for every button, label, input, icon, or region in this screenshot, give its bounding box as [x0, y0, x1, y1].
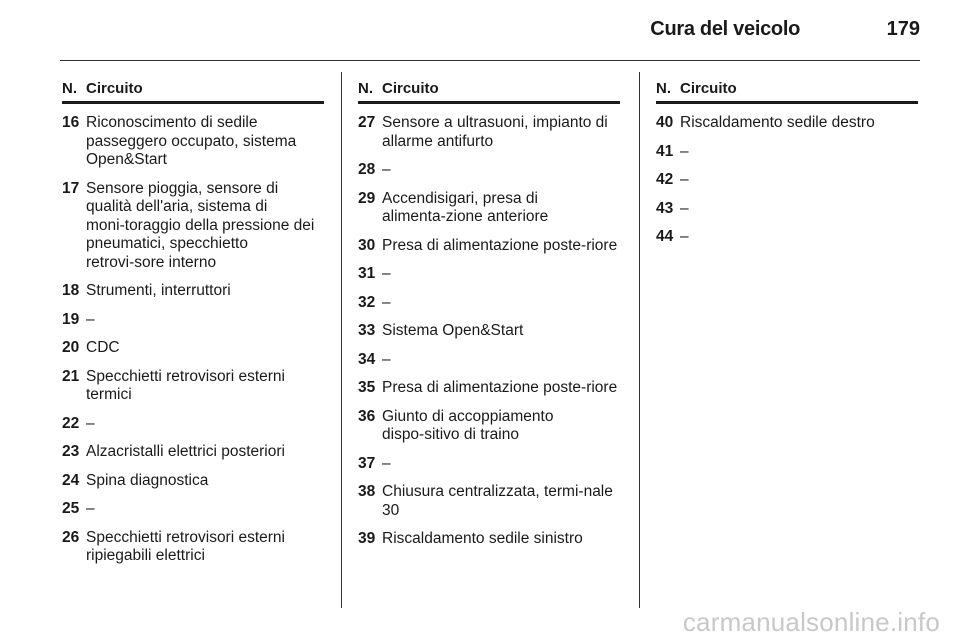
header-number-label: N.	[358, 80, 373, 97]
table-row	[358, 379, 620, 398]
circuit-description: Sensore pioggia, sensore di qualità dell'aria, sistema di moni‑toraggio della pressione dei pneumatici, specchietto retrovi‑sore interno	[86, 179, 315, 271]
table-row	[358, 294, 620, 313]
circuit-description: –	[680, 199, 689, 217]
circuit-description: –	[382, 350, 391, 368]
circuit-description: –	[680, 171, 689, 188]
circuit-description: Sensore a ultrasuoni, impianto di allarme antifurto	[382, 114, 608, 150]
fuse-number: 38	[358, 483, 376, 500]
table-row	[62, 282, 324, 301]
fuse-number: 25	[62, 500, 80, 517]
fuse-number: 39	[358, 530, 376, 547]
table-column-header	[62, 80, 324, 104]
table-row	[62, 443, 324, 462]
circuit-description: –	[680, 228, 689, 245]
table-row	[62, 529, 324, 566]
fuse-number: 22	[62, 414, 80, 432]
table-row	[62, 180, 324, 273]
table-row	[62, 500, 324, 519]
circuit-description: Accendisigari, presa di alimenta‑zione anteriore	[382, 189, 549, 225]
circuit-description: Spina diagnostica	[86, 471, 209, 489]
fuse-number: 18	[62, 282, 80, 299]
fuse-number: 34	[358, 350, 376, 368]
circuit-description: Riconoscimento di sedile passeggero occupato, sistema Open&Start	[86, 114, 297, 168]
table-row	[358, 408, 620, 445]
circuit-description: Sistema Open&Start	[382, 322, 524, 339]
table-row	[656, 200, 918, 219]
fuse-number: 29	[358, 189, 376, 207]
fuse-number: 42	[656, 171, 674, 188]
table-row	[358, 237, 620, 256]
circuit-description: CDC	[86, 339, 120, 356]
table-column-header	[358, 80, 620, 104]
table-row	[358, 265, 620, 284]
fuse-number: 16	[62, 114, 80, 131]
circuit-description: Presa di alimentazione poste‑riore	[382, 236, 618, 254]
table-row	[62, 472, 324, 491]
fuse-number: 35	[358, 379, 376, 396]
fuse-number: 26	[62, 528, 80, 546]
table-row	[358, 190, 620, 227]
table-row	[656, 228, 918, 247]
fuse-number: 31	[358, 265, 376, 282]
circuit-description: –	[86, 414, 95, 432]
page-header-title: Cura del veicolo	[650, 18, 800, 40]
fuse-number: 30	[358, 236, 376, 254]
table-row	[656, 143, 918, 162]
fuse-number: 23	[62, 443, 80, 460]
circuit-description: Presa di alimentazione poste‑riore	[382, 379, 618, 396]
table-row	[358, 530, 620, 549]
circuit-description: Strumenti, interruttori	[86, 282, 231, 299]
fuse-number: 41	[656, 142, 674, 160]
circuit-description: –	[382, 265, 391, 282]
watermark: carmanualsonline.info	[682, 607, 940, 637]
column-divider-2	[639, 72, 640, 608]
fuse-number: 27	[358, 114, 376, 131]
fuse-number: 37	[358, 454, 376, 472]
table-row	[656, 171, 918, 190]
fuse-number: 28	[358, 161, 376, 178]
circuit-description: Riscaldamento sedile destro	[680, 114, 875, 131]
table-row	[358, 455, 620, 474]
table-row	[62, 311, 324, 330]
circuit-description: –	[86, 500, 95, 517]
fuse-table-column-3	[656, 80, 918, 257]
table-row	[358, 114, 620, 151]
table-row	[62, 114, 324, 170]
circuit-description: Alzacristalli elettrici posteriori	[86, 443, 285, 460]
table-column-header	[656, 80, 918, 104]
fuse-number: 17	[62, 179, 80, 197]
fuse-number: 20	[62, 339, 80, 356]
table-row	[358, 161, 620, 180]
fuse-rows	[656, 114, 918, 247]
fuse-table-column-2	[358, 80, 620, 559]
fuse-rows	[358, 114, 620, 549]
fuse-number: 43	[656, 199, 674, 217]
header-circuit-label: Circuito	[382, 80, 439, 97]
page-number: 179	[886, 18, 920, 40]
circuit-description: –	[382, 454, 391, 472]
fuse-number: 19	[62, 310, 80, 328]
circuit-description: Chiusura centralizzata, termi‑nale 30	[382, 483, 613, 519]
table-row	[358, 351, 620, 370]
circuit-description: –	[680, 142, 689, 160]
circuit-description: –	[382, 161, 391, 178]
table-row	[358, 322, 620, 341]
table-row	[62, 368, 324, 405]
circuit-description: Specchietti retrovisori esterni termici	[86, 367, 285, 403]
table-row	[62, 339, 324, 358]
header-circuit-label: Circuito	[680, 80, 737, 97]
circuit-description: –	[382, 293, 391, 311]
header-divider	[60, 60, 920, 61]
fuse-number: 40	[656, 114, 674, 131]
circuit-description: Giunto di accoppiamento dispo‑sitivo di traino	[382, 407, 554, 443]
fuse-number: 33	[358, 322, 376, 339]
header-number-label: N.	[62, 80, 77, 97]
fuse-rows	[62, 114, 324, 566]
table-row	[62, 415, 324, 434]
fuse-number: 24	[62, 471, 80, 489]
fuse-number: 21	[62, 367, 80, 385]
header-number-label: N.	[656, 80, 671, 97]
header-circuit-label: Circuito	[86, 80, 143, 97]
fuse-table-column-1	[62, 80, 324, 576]
column-divider-1	[341, 72, 342, 608]
circuit-description: –	[86, 310, 95, 328]
fuse-number: 44	[656, 228, 674, 245]
fuse-number: 36	[358, 407, 376, 425]
table-row	[358, 483, 620, 520]
circuit-description: Specchietti retrovisori esterni ripiegabili elettrici	[86, 528, 285, 564]
table-row	[656, 114, 918, 133]
circuit-description: Riscaldamento sedile sinistro	[382, 530, 583, 547]
fuse-number: 32	[358, 293, 376, 311]
